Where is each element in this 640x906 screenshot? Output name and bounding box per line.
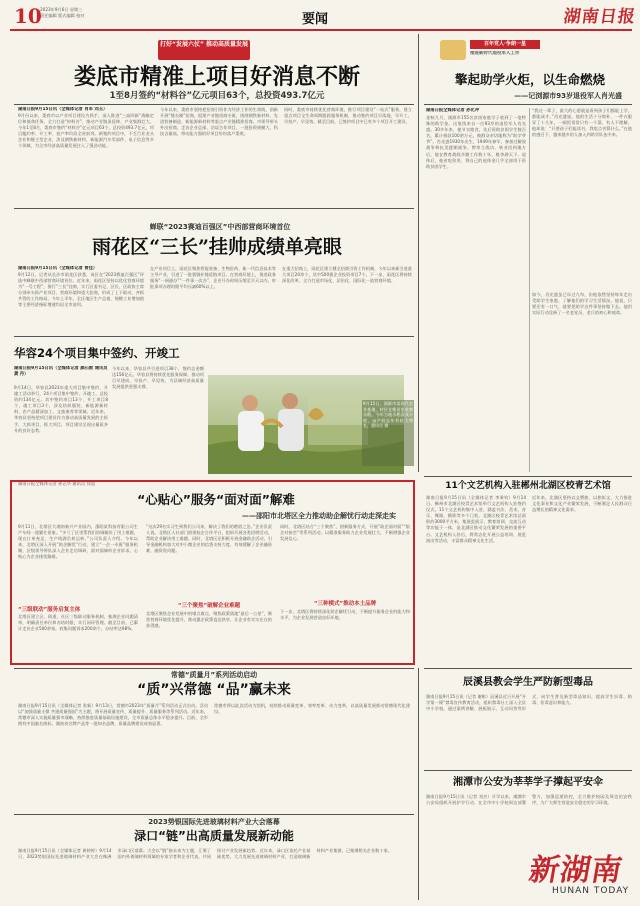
a3-subtitle: ——记浏源市93岁退役军人肖光盛 [514, 92, 622, 100]
a5-sub1: “三级联动”服务启复主体 [18, 607, 81, 613]
a3-byline: 湖南日报全媒体记者 孙化冲 [426, 108, 480, 113]
a3-rule [424, 104, 632, 105]
a7-title: “质”兴常德 “品”赢未来 [137, 682, 291, 698]
editor-text: 责任编辑 版式编辑 校对 [40, 13, 85, 18]
a1-body-left: 9月份以来，娄底市以产业项目建设为抓手，深入推进“三高四新”战略定位和使命任务，全力打造“材料谷”，推动产业链条延伸、产业集群壮大。今年1至8月，娄底市签约“材料谷”亿元项目63个，总投资493.7亿元，项目履约率、开工率、投产率均居全省前列。新签约项目中，不乏行业龙头企业和链主型企业，涉及钢铁新材料、新能源汽车零部件、电子信息等多个领域，为全市经济高质量发展注入了强劲动能。 [18, 113, 154, 149]
a5-sub3: “三种模式”推动本土品牌 [313, 601, 377, 607]
a1-byline: 湖南日报9月15日讯（全媒体记者 肖军 刘玉） [18, 107, 108, 112]
a10-body: 湖南日报9月15日讯（记者 刘杰）开学以来，湘潭市公安局组织开展护学行动，在全市中小学校周边部署警力，加强巡逻防控，全力维护校园及周边治安秩序，为广大师生营造安全稳定的学习环境。 [426, 794, 632, 806]
a4-title: 华容24个项目集中签约、开竣工 [14, 346, 180, 360]
a6-title: 11个文艺机构入驻郴州北湖区校青艺术馆 [445, 481, 611, 491]
a4-body2: 今年以来，华容县共引进项目38个，签约总金额达156亿元。华容县将持续优化服务保障，推动项目早建成、早投产、早见效，为县域经济高质量发展提供坚强支撑。 [112, 366, 204, 390]
a5-title: “心贴心”服务“面对面”解难 [137, 492, 295, 507]
header-rule [10, 29, 632, 31]
a6-body2: 近年来，北湖区坚持以文塑旅、以旅彰文，大力推进文化事业和文化产业繁荣发展，不断满足人民群众日益增长的精神文化需求。 [532, 495, 632, 513]
a8-title: 渌口“链”出高质量发展新动能 [134, 829, 294, 843]
a3-body-c: 如今，肖光盛虽已年过九旬，但他依然坚持每年走访受助学生家庭，了解他们的学习生活情况。他说，只要还有一口气，就要把助学这件事坚持做下去。他用实际行动诠释了一名老党员、老兵的初心和使命。 [532, 292, 632, 316]
a2-body-left: 9月12日，记者从长沙市雨花区获悉，该区在“2023赛迪百强区”评选中蝉联中西部营商环境首位。近年来，雨花区坚持以优化营商环境为“一号工程”，推行“三长”挂帅，实行区委书记、区长、区政协主席分别牵头抓产业项目、营商环境和重大招商，形成了上下联动、齐抓共管的工作格局。今年上半年，全区地区生产总值、规模工业增加值等主要经济指标增速均居全市前列。 [18, 272, 144, 308]
a2-tag: 蝉联“2023赛迪百强区”中西部营商环境首位 [149, 223, 291, 231]
a5-body-mid2: 北塔区聚焦企业发展中的堵点难点，聚焦政策落地“最后一公里”，聚焦营商环境优化提升，推动惠企政策直达快享，让企业有实实在在的获得感。 [146, 611, 272, 629]
a6-body: 湖南日报9月15日讯（全媒体记者 李秉钧）9月14日，郴州市北湖区校青艺术馆举行文艺机构入驻签约仪式，11个文艺机构集中入驻，涵盖书法、美术、音乐、舞蹈、摄影等多个门类。北湖区校青艺术馆总面积约3000平方米，集展览展示、教育培训、交流互动等功能于一体，是北湖区推动文化繁荣发展的重要平台。文艺机构入驻后，将常态化开展公益培训、展览演出等活动，丰富群众精神文化生活。 [426, 495, 526, 543]
a2-body-mid: 在产业项目上，雨花区聚焦智能装备、生物医药、新一代信息技术等主导产业，引进了一批强链补链延链项目。在营商环境上，推进政务服务“一网通办”“一件事一次办”，企业开办时间压缩至半天以内，审批事项办理时限平均压减60%以上。 [150, 266, 276, 290]
a3-title: 擎起助学火炬，以生命燃烧 [454, 72, 605, 87]
a3-body-a: 金秋九月，浏源市155名贫困家庭学子收到了一笔特殊的助学金。这笔钱来自一位93岁的退役军人肖光盛。30多年来，他节衣缩食，先后资助贫困学生数百名，累计捐款100余万元，被群众亲切地称为“助学爷爷”。肖光盛1930年出生，1949年参军，参加过解放战争和抗美援朝战争，曾荣立战功。转业回到地方后，他在教育战线辛勤工作数十年，桃李满天下。退休后，他省吃俭用，将自己的退休金几乎全部用于资助贫困学生。 [426, 115, 526, 169]
a3-emblem-icon [440, 40, 466, 60]
a4-body: 9月14日，华容县2023年重大项目集中签约、开竣工活动举行，24个项目集中签约、开竣工，总投资约134亿元。其中签约项目13个，开工项目8个，竣工项目3个，涉及纺织服装、新能源新材料、农产品精深加工、文旅康养等领域。近年来，华容县坚持把项目建设作为推动高质量发展的主抓手，大抓项目、抓大项目，项目建设呈现出量质齐升的良好态势。 [14, 385, 108, 433]
a9-title: 辰溪县教会学生严防新型毒品 [463, 677, 593, 688]
a1-bottom-rule [14, 208, 414, 209]
a7-top-rule [14, 668, 414, 669]
a5-body-right: 同时，北塔区结合“三个聚焦”，创新服务方式，开展“政企面对面”“银企对接会”等系列活动，以精准服务助力企业发展壮大，不断增强企业发展信心。 [280, 524, 410, 542]
photo-caption: 9月15日，浏源市某现代农业基地，村民在稻田里收割水稻。今年当地水稻喜获丰收，亩产较去年有较大增长。通讯员 摄 [362, 400, 414, 466]
a7-tag: 常德“质量月”系列活动启动 [170, 671, 258, 679]
newspaper-logo: 湖南日报 [562, 7, 638, 27]
a1-body-right: 同时，娄底市持续优化营商环境，推行项目建设“一站式”服务，建立重点项目全生命周期跟踪服务机制，推动签约项目早落地、早开工、早投产、早见效。截至目前，已签约项目中已有多个项目开工建设。 [284, 107, 412, 125]
a5-byline: 湖南日报全媒体记者 孙志华 通讯员 徐盈 [18, 482, 96, 487]
a1-tag: 打好“发展六仗” 推动高质量发展 [158, 40, 250, 60]
section-title: 要闻 [302, 12, 329, 27]
a6-top-rule [424, 476, 632, 477]
a5-body-mid: “这次29名实习生到我们公司来，解决了我们的燃眉之急。”企业负责人说。北塔区人社部门搭建校企合作平台，组织开展各类招聘活动，帮助企业解决用工难题。同时，北塔区还积极开展金融助企活动，引导金融机构加大对中小微企业的信贷支持力度，有效缓解了企业融资难、融资贵问题。 [146, 524, 272, 554]
lower-column-divider [418, 668, 419, 900]
a5-body-left: 9月11日，北塔区大湘南新兴产业园内，邵阳某科技有限公司生产车间一派繁忙景象。“多亏了区里帮我们协调解决了用工难题，现在订单充足，生产线满负荷运转。”公司负责人介绍。今年以来，北塔区深入开展“助企解忧”行动，建立“一企一专班”服务机制，区级领导带队深入企业走访调研，面对面倾听企业诉求，心贴心为企业排忧解难。 [18, 524, 138, 560]
a5-body-left2: 北塔区建立区、街道、社区三级联动服务机制，梳理企业问题清单，明确责任单位和办结时限，实行闭环管理。截至目前，已累计走访企业500余家，收集问题诉求200余个，办结率达98%。 [18, 614, 138, 632]
a5-sub2: “三个聚焦”破解企业难题 [177, 603, 241, 609]
watermark-en: HUNAN TODAY [552, 886, 630, 896]
a9-body: 湖南日报9月15日讯（记者 谢彬）辰溪县近日开展“开学第一课”禁毒宣传教育活动，组织禁毒社工深入全县中小学校，通过案例讲解、展板展示、互动问答等形式，向学生普及新型毒品知识，提高学生识毒、防毒、拒毒意识和能力。 [426, 694, 632, 712]
watermark-cn: 新湖南 [526, 853, 626, 888]
a10-top-rule [424, 770, 632, 771]
a1-subtitle: 1至8月签约“材料谷”亿元项目63个，总投资493.7亿元 [109, 91, 325, 101]
a10-title: 湘潭市公安为莘莘学子撑起平安伞 [453, 777, 603, 788]
a5-body-right2: 下一步，北塔区将持续深化助企解忧行动，不断提升服务企业的能力和水平，为企业发展营造良好环境。 [280, 609, 410, 621]
a3-tag: 百年党人·争朗一星 [470, 40, 540, 49]
a3-tag-block [430, 40, 630, 68]
a8-top-rule [14, 814, 414, 815]
watermark-logo [526, 845, 634, 903]
a2-bottom-rule [14, 336, 414, 337]
page-number: 10 [14, 4, 42, 28]
a5-subtitle: ——邵阳市北塔区全力推动助企解忧行动走深走实 [242, 512, 396, 520]
a2-body-right: 在重大招商上，雨花区建立健全招商引资工作机制，今年以来新引进重大项目20余个，其中500强企业投资项目7个。下一步，雨花区将持续深化改革，全力打造市场化、法治化、国际化一流营商环境。 [282, 266, 412, 284]
a2-title: 雨花区“三长”挂帅成绩单亮眼 [92, 236, 342, 258]
a7-body2: 常德市将以此次活动为契机，持续推动质量变革、效率变革、动力变革，以高质量发展推动常德现代化建设。 [214, 703, 410, 715]
page-header [0, 0, 640, 30]
date-line [40, 7, 85, 19]
column-divider [418, 34, 419, 472]
a1-body-mid: 今年以来，娄底市坚持把招商引资作为经济工作的生命线，创新开展“链长制”招商，组建产业链招商专班，围绕钢铁新材料、先进装备制造、新能源新材料等重点产业链精准招商。市领导带头外出招商，走访企业总部，洽谈合作项目，一批投资规模大、科技含量高、带动能力强的好项目纷纷落户娄底。 [160, 107, 278, 137]
a7-body: 湖南日报9月15日讯（全媒体记者 张新）9月13日，常德市2023年“质量月”系列活动正式启动。活动以“加强质量支撑 共建质量强国”为主题，将开展质量宣传、质量提升、质量服务等系列活动。近年来，常德市深入实施质量强市战略，持续推进质量基础设施建设，全市质量总体水平稳步提升。目前，全市拥有中国驰名商标、湖南省名牌产品等一批知名品牌，质量品牌建设成效显著。 [18, 703, 208, 727]
a4-byline: 湖南日报9月15日讯（全媒体记者 颜石敦 通讯员 龚 丹） [14, 366, 108, 378]
a3-body-b: “我这一辈子，最大的心愿就是看到孩子们都能上学，都能成才。”肖光盛说。他的生活十分简朴，一件衣服穿了十几年，一顿饭常常只有一个菜。有人不理解，他却说：“只要孩子们能读书，我吃点苦算什么。”在他的感召下，越来越多的人加入到助学队伍中来。 [532, 108, 632, 138]
date-text: 2023年9月6日 星期三 [40, 7, 83, 12]
a1-rule [14, 104, 414, 105]
a2-byline: 湖南日报9月15日讯（全媒体记者 曾佳） [18, 266, 98, 271]
a8-tag: 2023势银国际先进玻璃材料产业大会落幕 [148, 818, 280, 826]
a3-tag2: 推进新时代退役军人工作 [470, 51, 520, 56]
a1-title: 娄底市精准上项目好消息不断 [73, 64, 360, 90]
a8-body: 湖南日报9月15日讯（全媒体记者 黄婷婷）9月14日，2023势银国际先进玻璃材料产业大会在株洲市渌口区落幕。大会以“链”接未来为主题，汇聚了国内外玻璃材料领域的专家学者和企业代表，共同探讨产业发展新趋势。近年来，渌口区依托产业基础优势，大力发展先进玻璃材料产业，打造玻璃新材料产业集群，已集聚相关企业数十家。 [18, 848, 392, 860]
a9-top-rule [424, 668, 632, 669]
